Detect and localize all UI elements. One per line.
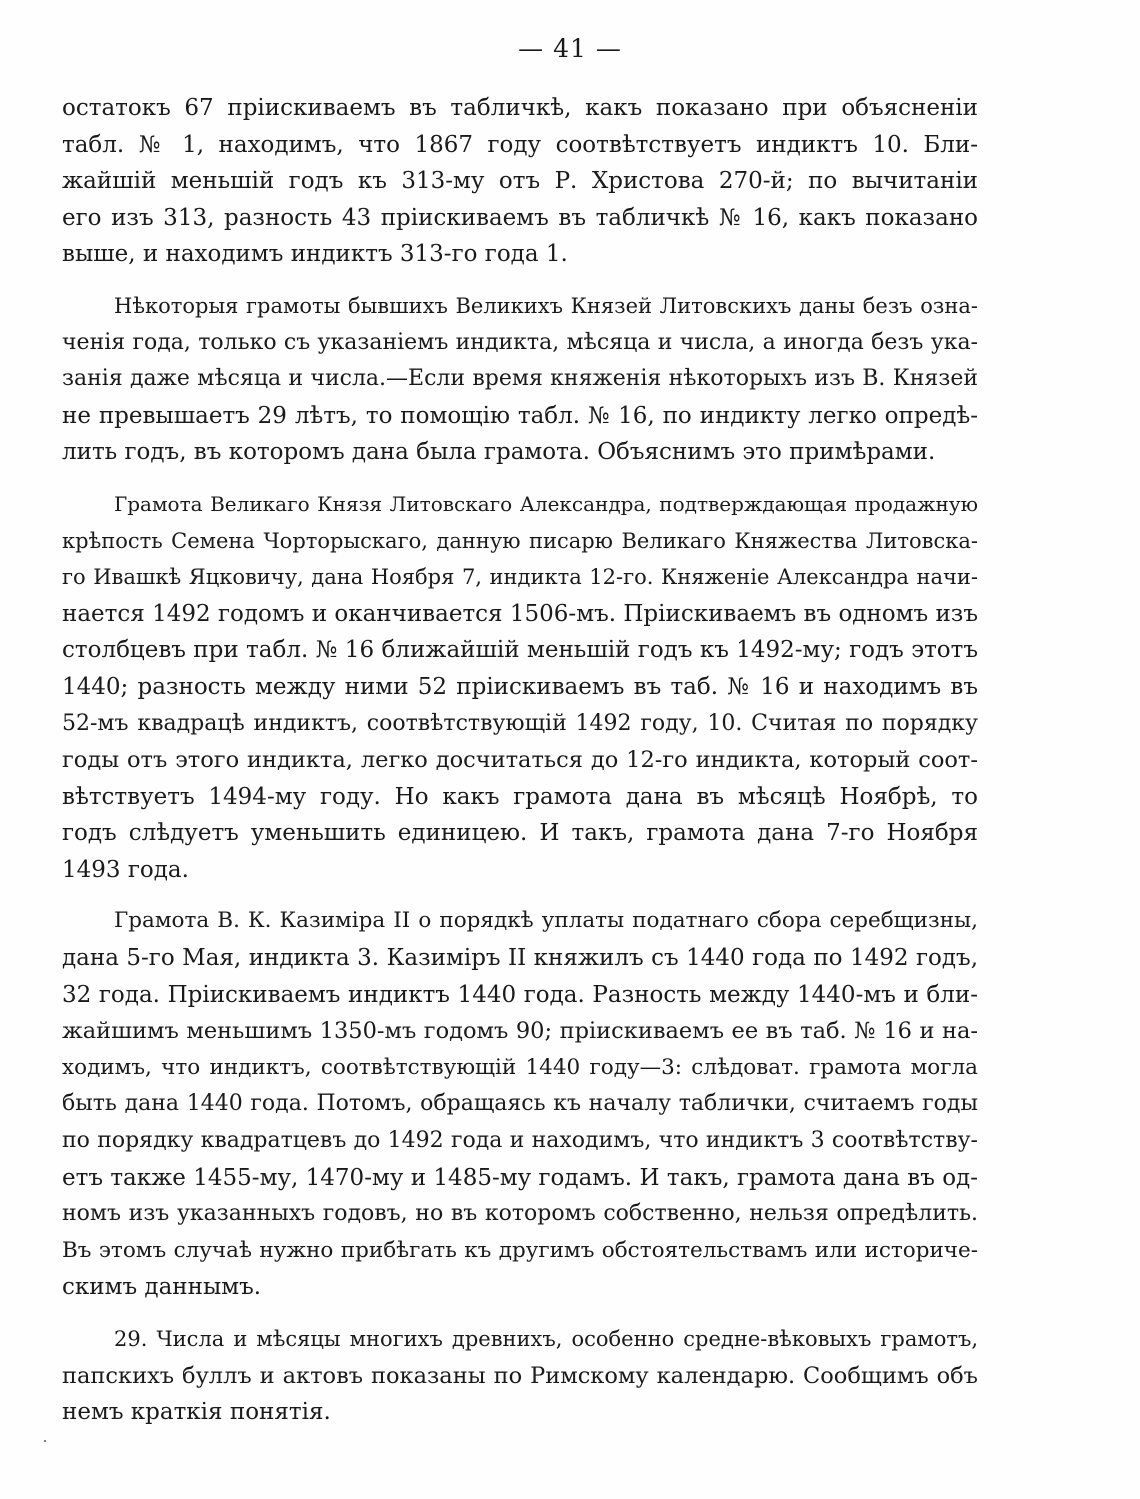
text-line: быть дана 1440 года. Потомъ, обращаясь къ началу таблички, считаемъ годы <box>62 1091 978 1117</box>
paragraph <box>62 90 978 273</box>
text-line: нается 1492 годомъ и оканчивается 1506-мъ. Прiискиваемъ въ одномъ изъ <box>62 600 978 627</box>
text-line: табл. № 1, находимъ, что 1867 году соотвѣтствуетъ индиктъ 10. Бли- <box>62 131 978 158</box>
text-line: Въ этомъ случаѣ нужно прибѣгать къ другимъ обстоятельствамъ или историче- <box>62 1237 978 1263</box>
text-line: Грамота В. К. Казимiра II о порядкѣ уплаты податнаго сбора серебщизны, <box>114 908 978 934</box>
text-line: папскихъ буллъ и актовъ показаны по Римскому календарю. Сообщимъ объ <box>62 1362 978 1389</box>
text-line: 52-мъ квадрацѣ индиктъ, соотвѣтствующiй 1492 году, 10. Считая по порядку <box>62 710 978 736</box>
text-line: етъ также 1455-му, 1470-му и 1485-му годамъ. И такъ, грамота дана въ од- <box>62 1164 978 1191</box>
text-line: 32 года. Прiискиваемъ индиктъ 1440 года. Разность между 1440-мъ и бли- <box>62 981 978 1008</box>
text-line: вѣтствуетъ 1494-му году. Но какъ грамота дана въ мѣсяцѣ Ноябрѣ, то <box>62 783 978 810</box>
text-line: ходимъ, что индиктъ, соотвѣтствующiй 1440 году—3: слѣдоват. грамота могла <box>62 1054 978 1080</box>
text-line: го Ивашкѣ Яцковичу, дана Ноября 7, индикта 12-го. Княженiе Александра начи- <box>62 565 978 590</box>
text-line: 1493 года. <box>62 856 189 883</box>
paragraph <box>62 486 978 889</box>
text-line: занiя даже мѣсяца и числа.—Если время княженiя нѣкоторыхъ изъ В. Князей <box>62 366 978 392</box>
text-line: жайшимъ меньшимъ 1350-мъ годомъ 90; прiискиваемъ ее въ таб. № 16 и на- <box>62 1018 978 1045</box>
paragraph <box>62 903 978 1306</box>
text-line: столбцевъ при табл. № 16 ближайшiй меньшiй годъ къ 1492-му; годъ этотъ <box>62 637 978 664</box>
text-line: крѣпость Семена Чорторыскаго, данную писарю Великаго Княжества Литовска- <box>62 528 978 553</box>
text-line: скимъ даннымъ. <box>62 1274 262 1301</box>
text-line: немъ краткiя понятiя. <box>62 1399 331 1426</box>
text-line: его изъ 313, разность 43 прiискиваемъ въ табличкѣ № 16, какъ показано <box>62 204 978 231</box>
text-line: по порядку квадратцевъ до 1492 года и находимъ, что индиктъ 3 соотвѣтству- <box>62 1128 978 1154</box>
paragraph <box>62 1321 978 1431</box>
text-line: жайшiй меньшiй годъ къ 313-му отъ Р. Христова 270-й; по вычитанiи <box>62 168 978 195</box>
text-line: Грамота Великаго Князя Литовскаго Александра, подтверждающая продажную <box>114 491 978 516</box>
paragraph <box>62 288 978 471</box>
text-line: годы отъ этого индикта, легко досчитаться до 12-го индикта, который соот- <box>62 747 978 774</box>
text-line: 1440; разность между ними 52 прiискиваемъ въ таб. № 16 и находимъ въ <box>62 673 978 700</box>
text-line: не превышаетъ 29 лѣтъ, то помощiю табл. № 16, по индикту легко опредѣ- <box>62 402 978 429</box>
text-line: годъ слѣдуетъ уменьшить единицею. И такъ, грамота дана 7-го Ноября <box>62 820 978 847</box>
text-line: дана 5-го Мая, индикта 3. Казимiръ II княжилъ съ 1440 года по 1492 годъ, <box>62 945 978 972</box>
text-line: ченiя года, только съ указанiемъ индикта, мѣсяца и числа, а иногда безъ ука- <box>62 329 978 355</box>
text-line: номъ изъ указанныхъ годовъ, но въ которомъ собственно, нельзя опредѣлить. <box>62 1201 978 1227</box>
page-number: — 41 — <box>518 34 622 63</box>
text-line: остатокъ 67 прiискиваемъ въ табличкѣ, какъ показано при объясненiи <box>62 95 978 121</box>
text-line: лить годъ, въ которомъ дана была грамота. Объяснимъ это примѣрами. <box>62 439 936 466</box>
scan-speck <box>44 1440 46 1442</box>
body-text <box>62 90 978 1431</box>
text-line: Нѣкоторыя грамоты бывшихъ Великихъ Князей Литовскихъ даны безъ озна- <box>114 293 978 318</box>
text-line: 29. Числа и мѣсяцы многихъ древнихъ, особенно средне-вѣковыхъ грамотъ, <box>114 1327 978 1351</box>
text-line: выше, и находимъ индиктъ 313-го года 1. <box>62 241 568 268</box>
